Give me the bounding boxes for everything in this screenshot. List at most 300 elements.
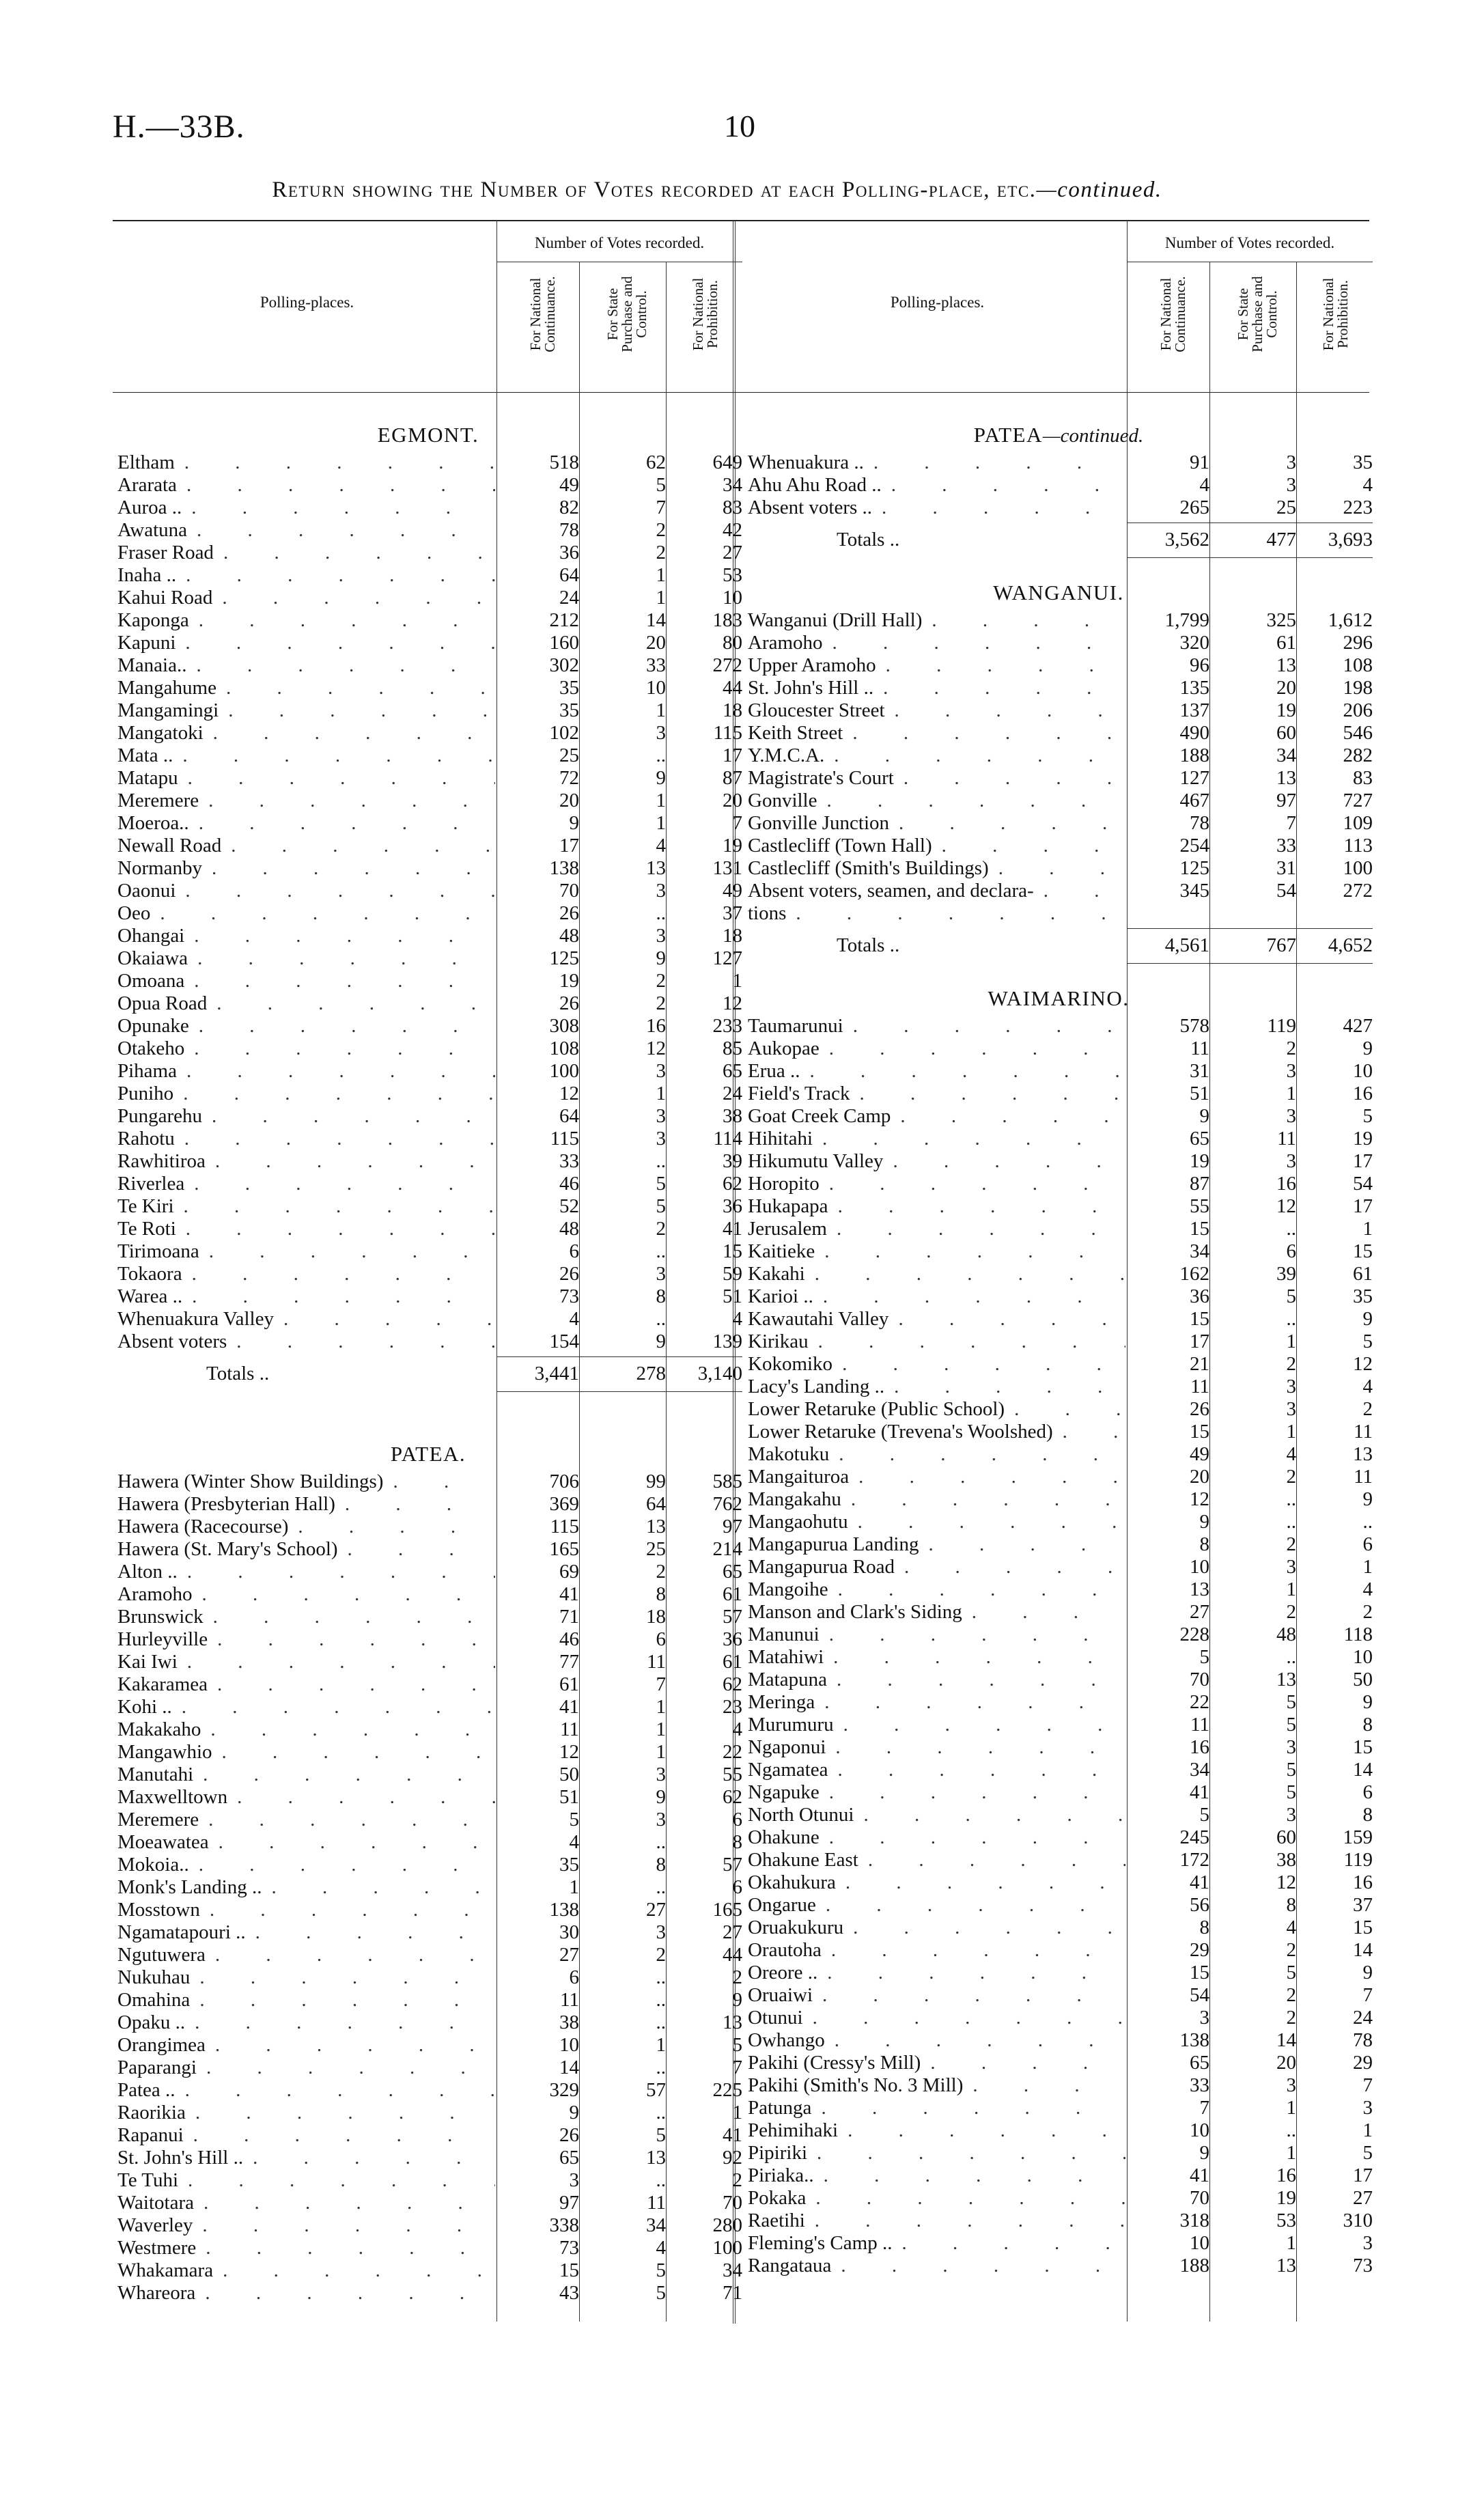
- votes-continuance: 102: [549, 722, 579, 744]
- votes-prohibition: 762: [712, 1493, 742, 1515]
- votes-continuance: 35: [559, 699, 579, 721]
- place-name: Opunake . . .: [117, 1015, 495, 1037]
- place-name: Oreore .. . . .: [748, 1962, 1125, 1984]
- votes-prohibition: 27: [723, 542, 742, 563]
- votes-purchase: 3: [1286, 1060, 1296, 1082]
- place-name: Mata .. . . .: [117, 744, 495, 767]
- place-name: Rahotu . . .: [117, 1128, 495, 1150]
- votes-continuance: 70: [1190, 1669, 1209, 1690]
- votes-purchase: 38: [1276, 1849, 1296, 1871]
- place-name: Tokaora . . .: [117, 1263, 495, 1285]
- votes-prohibition: 57: [723, 1606, 742, 1628]
- votes-purchase: ..: [656, 1150, 666, 1172]
- table-row: [117, 632, 742, 654]
- place-name: Hihitahi . . .: [748, 1128, 1125, 1150]
- votes-purchase: 1: [656, 564, 666, 586]
- votes-purchase: 19: [1276, 2187, 1296, 2209]
- votes-continuance: 154: [549, 1331, 579, 1352]
- votes-continuance: 11: [1190, 1714, 1209, 1736]
- votes-purchase: 1: [656, 1718, 666, 1740]
- votes-purchase: 6: [1286, 1240, 1296, 1262]
- table-row: [748, 2187, 1373, 2210]
- votes-purchase: 31: [1276, 857, 1296, 879]
- votes-purchase: 2: [1286, 1037, 1296, 1059]
- votes-purchase: ..: [656, 1989, 666, 2011]
- table-row: [117, 564, 742, 587]
- votes-continuance: 160: [549, 632, 579, 654]
- place-name: Taumarunui . . .: [748, 1015, 1125, 1037]
- votes-continuance: 13: [1190, 1578, 1209, 1600]
- votes-purchase: 3: [656, 722, 666, 744]
- place-name: Otakeho . . .: [117, 1037, 495, 1060]
- votes-continuance: 25: [559, 744, 579, 766]
- votes-continuance: 338: [549, 2214, 579, 2236]
- votes-continuance: 50: [559, 1764, 579, 1785]
- votes-prohibition: 4: [1362, 474, 1373, 496]
- table-row: [117, 925, 742, 947]
- table-row: [748, 654, 1373, 677]
- place-name: Kakahi . . .: [748, 1263, 1125, 1285]
- table-row: [748, 1962, 1373, 1984]
- patea-rows: [117, 1471, 742, 2304]
- place-name: Aukopae . . .: [748, 1037, 1125, 1060]
- votes-purchase: ..: [656, 902, 666, 924]
- table-row: [748, 1173, 1373, 1195]
- table-row: [748, 1511, 1373, 1533]
- table-row: [748, 1714, 1373, 1736]
- votes-purchase: 1: [656, 1083, 666, 1104]
- table-row: [117, 1899, 742, 1921]
- votes-prohibition: 727: [1343, 790, 1373, 811]
- votes-purchase: 14: [646, 609, 666, 631]
- votes-prohibition: 7: [732, 2057, 742, 2078]
- col-continuance-l2: Continuance.: [542, 276, 558, 352]
- table-row: [117, 2192, 742, 2214]
- votes-prohibition: 87: [723, 767, 742, 789]
- votes-continuance: 12: [559, 1741, 579, 1763]
- votes-purchase: 1: [1286, 1421, 1296, 1443]
- place-name: Kai Iwi . . .: [117, 1651, 495, 1673]
- total-purchase: 477: [1266, 529, 1296, 551]
- votes-purchase: 18: [646, 1606, 666, 1628]
- votes-continuance: 320: [1179, 632, 1209, 654]
- place-name: Manutahi . . .: [117, 1764, 495, 1786]
- table-row: [748, 744, 1373, 767]
- table-row: [117, 947, 742, 970]
- votes-prohibition: 139: [712, 1331, 742, 1352]
- votes-purchase: 5: [656, 2259, 666, 2281]
- col-continuance-left: [527, 246, 558, 382]
- votes-prohibition: 44: [723, 677, 742, 699]
- votes-purchase: 325: [1266, 609, 1296, 631]
- votes-continuance: 12: [1190, 1488, 1209, 1510]
- section-patea: [117, 1425, 739, 1471]
- votes-purchase: 27: [646, 1899, 666, 1921]
- votes-prohibition: 296: [1343, 632, 1373, 654]
- votes-purchase: ..: [1286, 1511, 1296, 1533]
- table-row: [748, 835, 1373, 857]
- place-name: Whenuakura Valley . . .: [117, 1308, 495, 1331]
- place-name: Te Tuhi . . .: [117, 2169, 495, 2192]
- votes-continuance: 11: [1190, 1376, 1209, 1397]
- place-name: Orautoha . . .: [748, 1939, 1125, 1962]
- votes-prohibition: 8: [1362, 1714, 1373, 1736]
- place-name: Westmere . . .: [117, 2237, 495, 2259]
- votes-purchase: 3: [656, 1105, 666, 1127]
- table-row: [117, 992, 742, 1015]
- votes-purchase: 1: [656, 1696, 666, 1718]
- votes-prohibition: 8: [732, 1831, 742, 1853]
- table-row: [117, 1240, 742, 1263]
- votes-prohibition: 131: [712, 857, 742, 879]
- header-divider: [1296, 262, 1297, 392]
- table-row: [117, 587, 742, 609]
- table-row: [117, 2079, 742, 2102]
- header-divider: [579, 262, 580, 392]
- table-row: [117, 1263, 742, 1285]
- place-name: Rangataua . . .: [748, 2255, 1125, 2277]
- votes-continuance: 64: [559, 1105, 579, 1127]
- place-name: North Otunui . . .: [748, 1804, 1125, 1826]
- votes-purchase: 2: [1286, 1353, 1296, 1375]
- votes-purchase: 8: [656, 1583, 666, 1605]
- section-title: [748, 423, 1369, 447]
- table-row: [748, 2164, 1373, 2187]
- table-row: [117, 1471, 742, 1493]
- votes-purchase: 2: [656, 542, 666, 563]
- votes-prohibition: 118: [1343, 1624, 1373, 1645]
- votes-continuance: 9: [569, 812, 579, 834]
- header-divider: [1127, 220, 1128, 392]
- table-row: [748, 2119, 1373, 2142]
- place-name: Ohangai . . .: [117, 925, 495, 947]
- place-name: Hawera (Presbyterian Hall) . . .: [117, 1493, 495, 1516]
- table-row: [748, 474, 1373, 497]
- votes-continuance: 8: [1199, 1917, 1209, 1938]
- place-name: Pehimihaki . . .: [748, 2119, 1125, 2142]
- votes-continuance: 27: [1190, 1601, 1209, 1623]
- table-row: [117, 1696, 742, 1718]
- votes-continuance: 9: [1199, 1511, 1209, 1533]
- votes-purchase: 2: [656, 1218, 666, 1240]
- votes-prohibition: 6: [1362, 1533, 1373, 1555]
- votes-continuance: 77: [559, 1651, 579, 1673]
- table-row: [748, 1421, 1373, 1443]
- place-name: Brunswick . . .: [117, 1606, 495, 1628]
- place-name: Moeawatea . . .: [117, 1831, 495, 1854]
- place-name: Ngutuwera . . .: [117, 1944, 495, 1966]
- total-prohibition: 3,140: [697, 1363, 742, 1384]
- place-name: Te Kiri . . .: [117, 1195, 495, 1218]
- votes-continuance: 3: [1199, 2007, 1209, 2029]
- votes-prohibition: 35: [1353, 451, 1373, 473]
- table-row: [117, 677, 742, 699]
- votes-prohibition: 27: [1353, 2187, 1373, 2209]
- votes-prohibition: 80: [723, 632, 742, 654]
- total-continuance: 3,562: [1164, 529, 1209, 551]
- place-name: Fleming's Camp .. . . .: [748, 2232, 1125, 2255]
- votes-purchase: 34: [646, 2214, 666, 2236]
- table-row: [117, 2237, 742, 2259]
- table-row: [117, 1218, 742, 1240]
- col-purchase-l3: Control.: [633, 290, 649, 338]
- place-name: Omahina . . .: [117, 1989, 495, 2011]
- votes-prohibition: 97: [723, 1516, 742, 1537]
- votes-continuance: 16: [1190, 1736, 1209, 1758]
- place-name: Mangapurua Landing . . .: [748, 1533, 1125, 1556]
- table-row: [117, 1651, 742, 1673]
- table-row: [117, 1966, 742, 1989]
- table-row: [117, 1673, 742, 1696]
- place-name: Gonville . . .: [748, 790, 1125, 812]
- votes-purchase: 3: [1286, 1105, 1296, 1127]
- votes-purchase: 3: [656, 1128, 666, 1150]
- votes-continuance: 10: [559, 2034, 579, 2056]
- votes-continuance: 5: [569, 1809, 579, 1830]
- votes-purchase: 2: [1286, 1601, 1296, 1623]
- votes-continuance: 19: [1190, 1150, 1209, 1172]
- votes-prohibition: 10: [723, 587, 742, 609]
- place-name: Kahui Road . . .: [117, 587, 495, 609]
- table-row: [748, 1533, 1373, 1556]
- votes-prohibition: 6: [1362, 1781, 1373, 1803]
- place-name: Erua .. . . .: [748, 1060, 1125, 1083]
- votes-prohibition: 2: [732, 1966, 742, 1988]
- votes-continuance: 6: [569, 1966, 579, 1988]
- votes-continuance: 467: [1179, 790, 1209, 811]
- votes-prohibition: 78: [1353, 2029, 1373, 2051]
- votes-purchase: 20: [1276, 677, 1296, 699]
- votes-continuance: 36: [1190, 1285, 1209, 1307]
- votes-purchase: 3: [1286, 1556, 1296, 1578]
- table-row: [117, 699, 742, 722]
- table-row: [117, 542, 742, 564]
- votes-continuance: 41: [1190, 1781, 1209, 1803]
- table-row: [748, 497, 1373, 519]
- votes-continuance: 138: [1179, 2029, 1209, 2051]
- votes-prohibition: 49: [723, 880, 742, 902]
- votes-prohibition: 12: [1353, 1353, 1373, 1375]
- votes-continuance: 87: [1190, 1173, 1209, 1195]
- votes-continuance: [1127, 902, 1209, 925]
- place-name: Lacy's Landing .. . . .: [748, 1376, 1125, 1398]
- votes-continuance: 125: [549, 947, 579, 969]
- table-row: [117, 519, 742, 542]
- votes-continuance: 318: [1179, 2210, 1209, 2231]
- votes-prohibition: 24: [1353, 2007, 1373, 2029]
- votes-prohibition: 61: [723, 1651, 742, 1673]
- table-row: [748, 609, 1373, 632]
- header-divider: [666, 262, 667, 392]
- place-name: Kapuni . . .: [117, 632, 495, 654]
- place-name: Orangimea . . .: [117, 2034, 495, 2057]
- votes-continuance: 26: [559, 902, 579, 924]
- votes-prohibition: 14: [1353, 1759, 1373, 1781]
- votes-purchase: 7: [1286, 812, 1296, 834]
- place-name: Meringa . . .: [748, 1691, 1125, 1714]
- table-row: [748, 1083, 1373, 1105]
- place-name: Absent voters .. . . .: [748, 497, 1125, 519]
- votes-purchase: 2: [656, 519, 666, 541]
- votes-continuance: 22: [1190, 1691, 1209, 1713]
- votes-prohibition: 10: [1353, 1060, 1373, 1082]
- votes-purchase: 3: [656, 1263, 666, 1285]
- place-name: Paparangi . . .: [117, 2057, 495, 2079]
- votes-continuance: 15: [1190, 1308, 1209, 1330]
- votes-purchase: 5: [1286, 1691, 1296, 1713]
- votes-purchase: 48: [1276, 1624, 1296, 1645]
- votes-prohibition: 65: [723, 1060, 742, 1082]
- place-name: Mangamingi . . .: [117, 699, 495, 722]
- table-row: [748, 1984, 1373, 2007]
- votes-prohibition: 4: [732, 1718, 742, 1740]
- votes-purchase: 64: [646, 1493, 666, 1515]
- votes-purchase: 1: [656, 699, 666, 721]
- table-row: [748, 1105, 1373, 1128]
- votes-purchase: 13: [646, 857, 666, 879]
- votes-purchase: 5: [1286, 1285, 1296, 1307]
- wanganui-totals: [748, 925, 1373, 970]
- votes-prohibition: 37: [1353, 1894, 1373, 1916]
- table-row: [117, 835, 742, 857]
- col-continuance-r2: Continuance.: [1172, 276, 1188, 352]
- table-row: [748, 632, 1373, 654]
- place-name: Maxwelltown . . .: [117, 1786, 495, 1809]
- votes-prohibition: 11: [1354, 1466, 1373, 1488]
- place-name: Mosstown . . .: [117, 1899, 495, 1921]
- votes-purchase: [1218, 902, 1296, 925]
- votes-prohibition: 4: [732, 1308, 742, 1330]
- votes-purchase: ..: [1286, 1308, 1296, 1330]
- votes-continuance: 33: [1190, 2074, 1209, 2096]
- col-continuance-l1: For National: [527, 277, 544, 351]
- votes-prohibition: 17: [1353, 2164, 1373, 2186]
- votes-continuance: 172: [1179, 1849, 1209, 1871]
- table-row: [748, 1826, 1373, 1849]
- votes-prohibition: 17: [723, 744, 742, 766]
- place-name: Mangoihe . . .: [748, 1578, 1125, 1601]
- votes-prohibition: 427: [1343, 1015, 1373, 1037]
- votes-purchase: ..: [656, 2057, 666, 2078]
- place-name: Pokaka . . .: [748, 2187, 1125, 2210]
- votes-prohibition: 73: [1353, 2255, 1373, 2276]
- table-row: [748, 1195, 1373, 1218]
- table-row: [117, 2282, 742, 2304]
- totals-rule: [496, 1391, 742, 1392]
- table-row: [117, 1809, 742, 1831]
- table-row: [117, 2057, 742, 2079]
- votes-purchase: 3: [1286, 1150, 1296, 1172]
- votes-purchase: 4: [1286, 1443, 1296, 1465]
- col-prohibition-right: [1320, 246, 1351, 382]
- votes-purchase: 9: [656, 947, 666, 969]
- place-name: Piriaka.. . . .: [748, 2164, 1125, 2187]
- votes-purchase: 2: [1286, 1939, 1296, 1961]
- table-row: [748, 699, 1373, 722]
- votes-prohibition: 29: [1353, 2052, 1373, 2074]
- place-name: Mangapurua Road . . .: [748, 1556, 1125, 1578]
- votes-continuance: 9: [1199, 1105, 1209, 1127]
- votes-continuance: 706: [549, 1471, 579, 1492]
- votes-prohibition: 85: [723, 1037, 742, 1059]
- votes-prohibition: 9: [1362, 1691, 1373, 1713]
- place-name: Field's Track . . .: [748, 1083, 1125, 1105]
- table-row: [117, 2259, 742, 2282]
- votes-continuance: 21: [1190, 1353, 1209, 1375]
- votes-purchase: 1: [656, 790, 666, 811]
- votes-continuance: 188: [1179, 744, 1209, 766]
- votes-continuance: 54: [1190, 1984, 1209, 2006]
- votes-purchase: ..: [656, 1308, 666, 1330]
- votes-continuance: 5: [1199, 1646, 1209, 1668]
- votes-prohibition: 2: [1362, 1601, 1373, 1623]
- votes-purchase: ..: [656, 1831, 666, 1853]
- votes-purchase: 2: [656, 970, 666, 992]
- votes-purchase: ..: [656, 2102, 666, 2123]
- votes-purchase: 7: [656, 497, 666, 518]
- votes-prohibition: 214: [712, 1538, 742, 1560]
- place-name: Patea .. . . .: [117, 2079, 495, 2102]
- votes-purchase: 7: [656, 1673, 666, 1695]
- table-row: [748, 451, 1373, 474]
- section-title: WAIMARINO.: [988, 986, 1130, 1010]
- place-name: Oaonui . . .: [117, 880, 495, 902]
- col-continuance-right: [1158, 246, 1188, 382]
- table-row: [117, 1105, 742, 1128]
- votes-prohibition: 100: [712, 2237, 742, 2259]
- place-name: Otunui . . .: [748, 2007, 1125, 2029]
- votes-prohibition: 12: [723, 992, 742, 1014]
- votes-prohibition: 159: [1343, 1826, 1373, 1848]
- votes-prohibition: 20: [723, 790, 742, 811]
- votes-purchase: 5: [1286, 1759, 1296, 1781]
- votes-prohibition: 55: [723, 1764, 742, 1785]
- votes-continuance: 82: [559, 497, 579, 518]
- place-name: Kaitieke . . .: [748, 1240, 1125, 1263]
- votes-continuance: 64: [559, 564, 579, 586]
- table-row: [748, 722, 1373, 744]
- votes-purchase: 5: [656, 474, 666, 496]
- votes-continuance: 4: [569, 1831, 579, 1853]
- votes-prohibition: 39: [723, 1150, 742, 1172]
- votes-purchase: 60: [1276, 722, 1296, 744]
- section-title: PATEA.: [390, 1442, 466, 1466]
- place-name: Murumuru . . .: [748, 1714, 1125, 1736]
- table-row: [117, 1764, 742, 1786]
- table-row: [117, 722, 742, 744]
- votes-prohibition: 11: [1354, 1421, 1373, 1443]
- col-purchase-l1: For State: [604, 288, 621, 341]
- votes-continuance: 34: [1190, 1759, 1209, 1781]
- col-prohibition-r2: Prohibition.: [1334, 280, 1351, 348]
- votes-prohibition: 119: [1343, 1849, 1373, 1871]
- votes-prohibition: 18: [723, 925, 742, 947]
- place-name: Hukapapa . . .: [748, 1195, 1125, 1218]
- place-name: Matapuna . . .: [748, 1669, 1125, 1691]
- section-waimarino: [748, 970, 1369, 1015]
- table-row: [748, 1781, 1373, 1804]
- place-name: Lower Retaruke (Public School) . . .: [748, 1398, 1125, 1421]
- votes-prohibition: 3: [1362, 2232, 1373, 2254]
- place-name: Kakaramea . . .: [117, 1673, 495, 1696]
- votes-prohibition: 22: [723, 1741, 742, 1763]
- table-row: [748, 1150, 1373, 1173]
- place-name: Mangatoki . . .: [117, 722, 495, 744]
- votes-purchase: 57: [646, 2079, 666, 2101]
- votes-purchase: 97: [1276, 790, 1296, 811]
- votes-prohibition: 18: [723, 699, 742, 721]
- votes-continuance: 138: [549, 857, 579, 879]
